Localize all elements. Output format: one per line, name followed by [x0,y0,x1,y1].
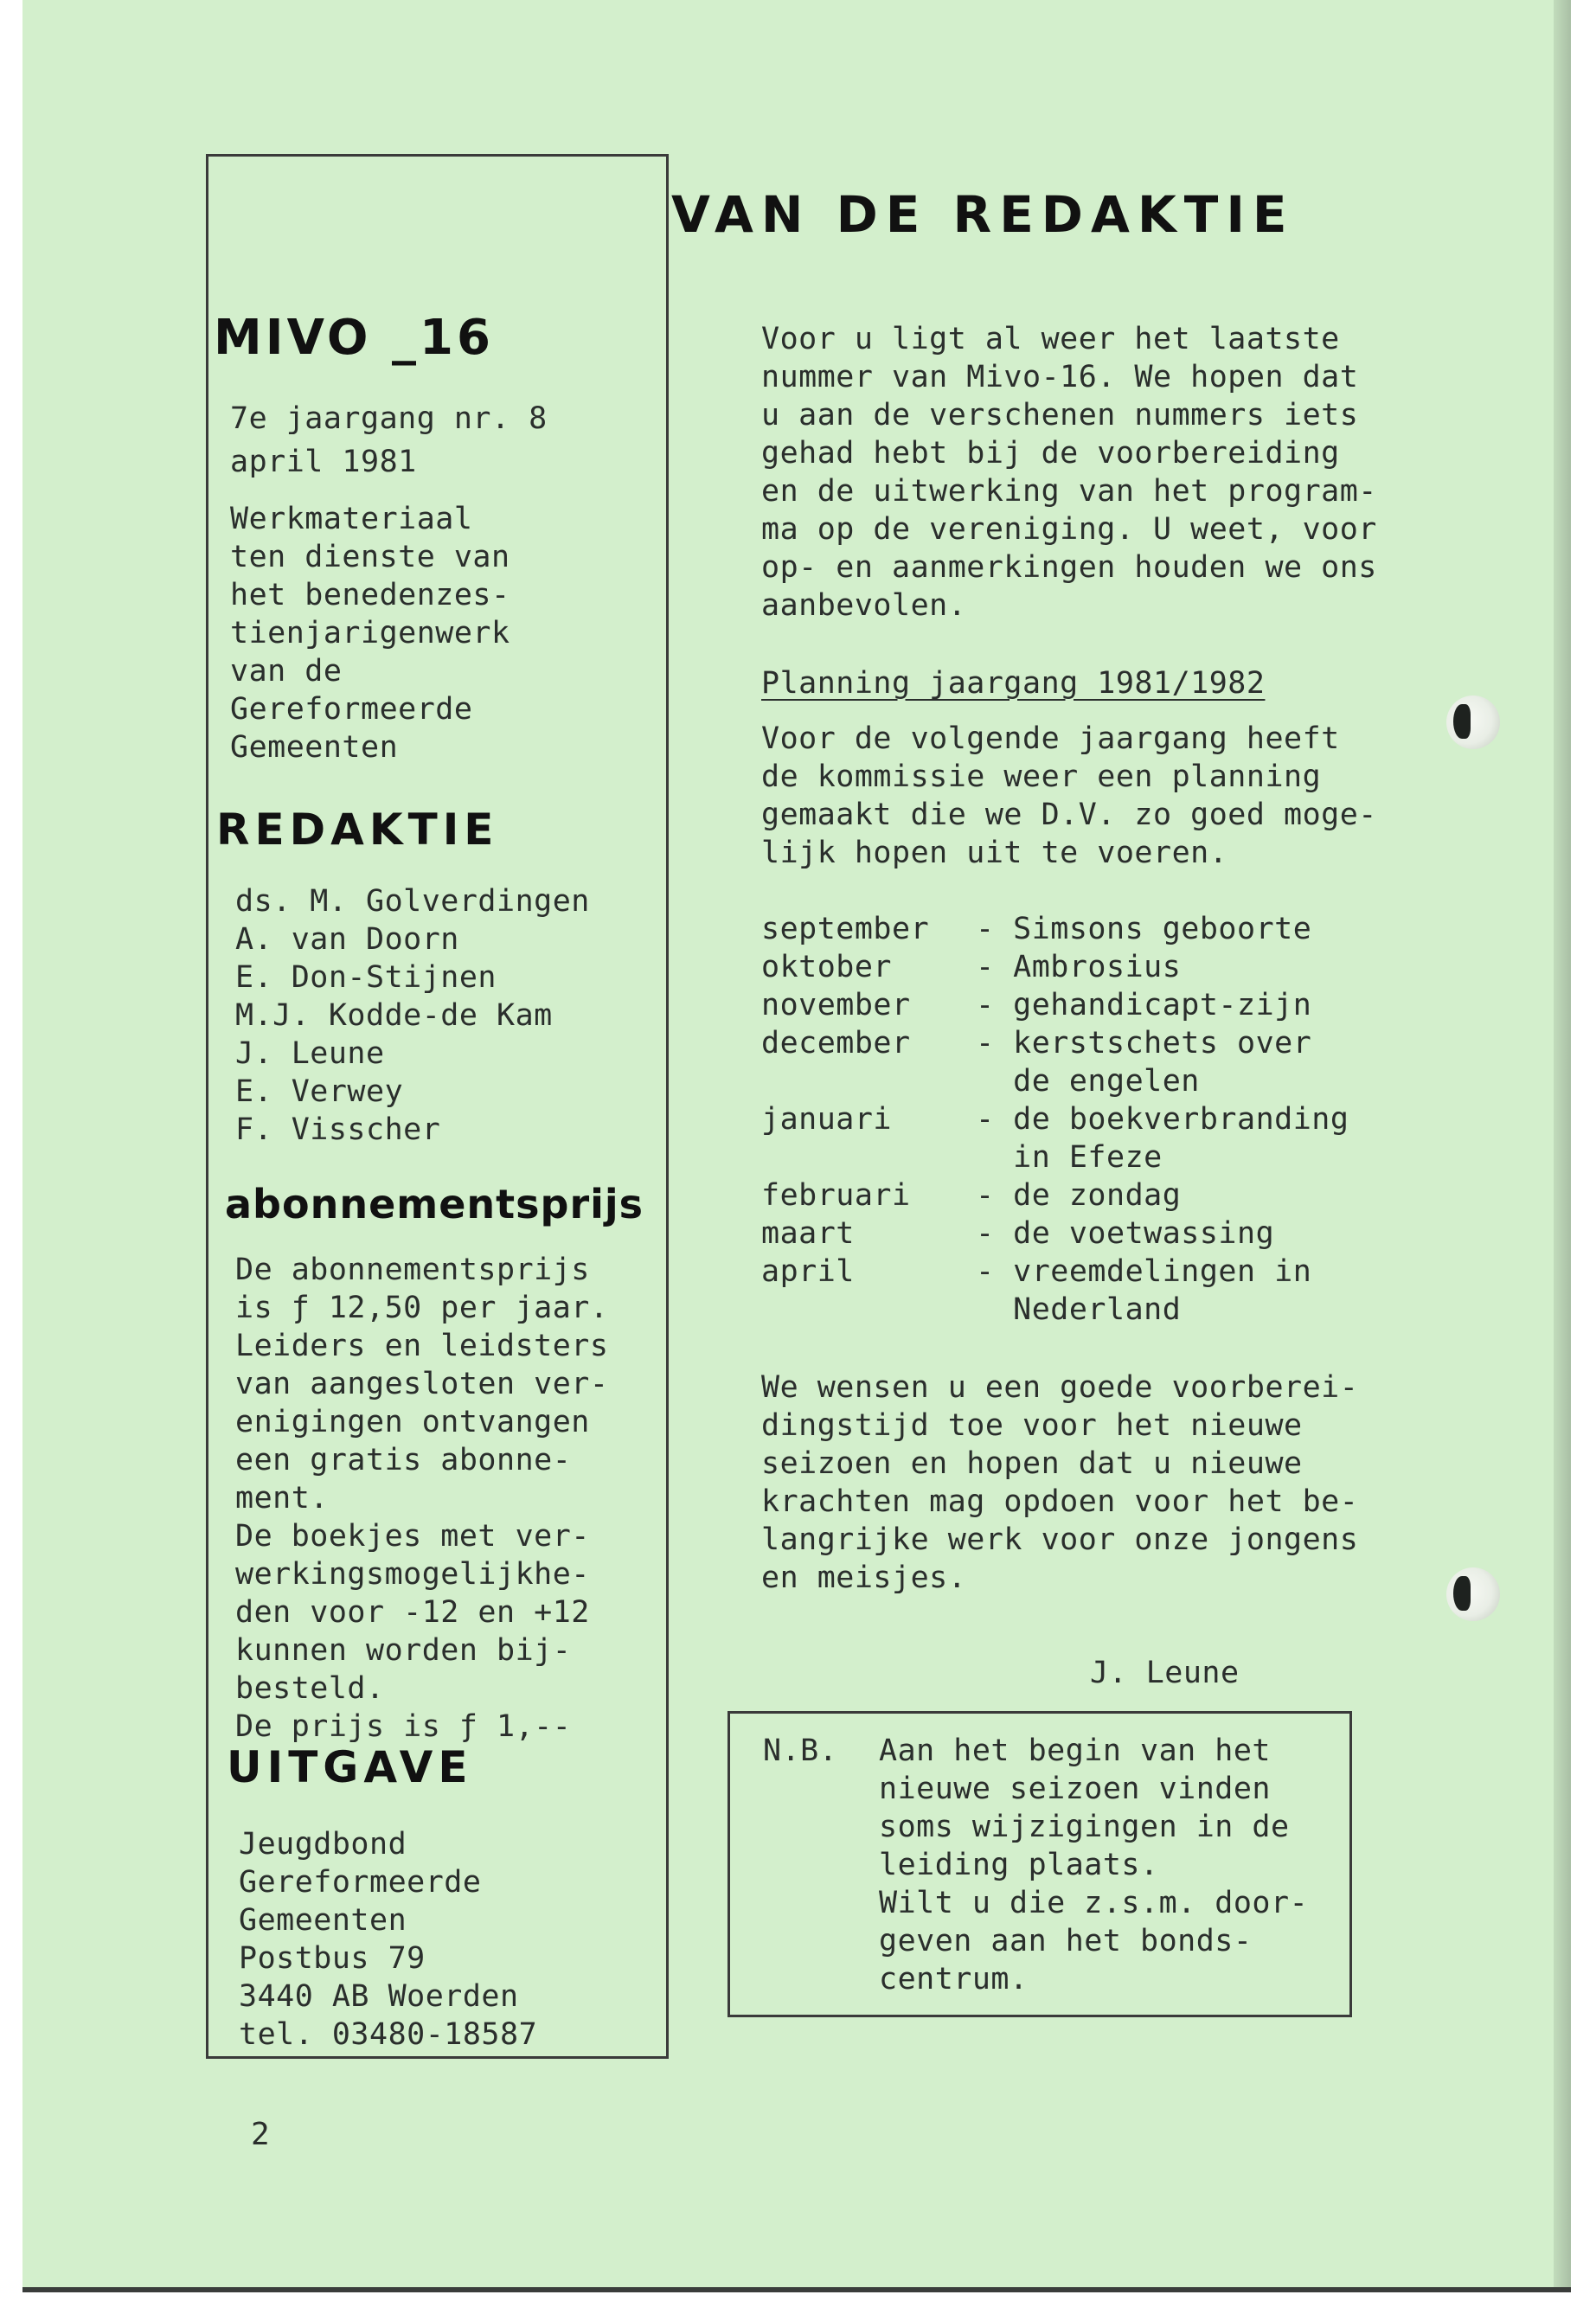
signature: J. Leune [1090,1656,1240,1690]
abonnement-line: De boekjes met ver- [235,1519,590,1554]
closing-line: dingstijd toe voor het nieuwe [761,1408,1303,1443]
punch-hole [1446,695,1500,749]
description-line: Werkmateriaal [230,502,473,536]
abonnement-line: een gratis abonne- [235,1443,572,1477]
nb-line: Aan het begin van het [879,1734,1272,1768]
uitgave-line: Postbus 79 [239,1941,426,1976]
intro-line: u aan de verschenen nummers iets [761,398,1359,433]
redaktie-member: A. van Doorn [235,922,459,957]
uitgave-line: Jeugdbond [239,1827,407,1862]
schedule-topic: - de boekverbranding [976,1102,1349,1137]
intro-line: op- en aanmerkingen houden we ons [761,550,1377,585]
description-line: het benedenzes- [230,578,510,612]
abonnement-line: enigingen ontvangen [235,1405,590,1439]
schedule-topic: in Efeze [976,1140,1163,1175]
redaktie-member: F. Visscher [235,1112,441,1147]
abonnement-heading: abonnementsprijs [225,1181,644,1227]
schedule-topic: - Ambrosius [976,950,1182,984]
uitgave-heading: UITGAVE [227,1742,473,1792]
nb-line: nieuwe seizoen vinden [879,1772,1272,1806]
schedule-month: november [761,988,911,1022]
schedule-topic: - gehandicapt-zijn [976,988,1312,1022]
schedule-topic: - Simsons geboorte [976,912,1312,946]
uitgave-line: tel. 03480-18587 [239,2017,538,2052]
closing-line: krachten mag opdoen voor het be- [761,1484,1359,1519]
uitgave-line: Gemeenten [239,1903,407,1938]
schedule-topic: - de voetwassing [976,1216,1275,1251]
nb-line: geven aan het bonds- [879,1924,1253,1958]
intro-line: aanbevolen. [761,588,967,623]
nb-line: soms wijzigingen in de [879,1810,1290,1844]
page-bottom-edge [22,2287,1571,2292]
closing-line: seizoen en hopen dat u nieuwe [761,1446,1303,1481]
planning-intro-line: de kommissie weer een planning [761,760,1322,794]
page-number: 2 [251,2117,271,2152]
intro-line: nummer van Mivo-16. We hopen dat [761,360,1359,394]
planning-intro-line: Voor de volgende jaargang heeft [761,721,1340,756]
redaktie-member: M.J. Kodde-de Kam [235,998,553,1033]
redaktie-heading: REDAKTIE [216,804,499,855]
intro-line: gehad hebt bij de voorbereiding [761,436,1340,471]
schedule-month: oktober [761,950,893,984]
abonnement-line: werkingsmogelijkhe- [235,1557,590,1592]
schedule-month: september [761,912,930,946]
schedule-topic: - kerstschets over [976,1026,1312,1061]
page-title: VAN DE REDAKTIE [671,185,1295,244]
schedule-topic: de engelen [976,1064,1200,1099]
date-line: april 1981 [230,445,417,479]
uitgave-line: Gereformeerde [239,1865,482,1900]
closing-line: en meisjes. [761,1561,967,1595]
abonnement-line: besteld. [235,1671,385,1706]
abonnement-line: De abonnementsprijs [235,1253,590,1287]
closing-line: We wensen u een goede voorberei- [761,1370,1359,1405]
description-line: Gemeenten [230,730,399,765]
abonnement-line: den voor -12 en +12 [235,1595,590,1630]
nb-line: Wilt u die z.s.m. door- [879,1886,1309,1920]
abonnement-line: van aangesloten ver- [235,1367,609,1401]
nb-line: centrum. [879,1962,1029,1997]
issue-line: 7e jaargang nr. 8 [230,401,548,436]
redaktie-member: J. Leune [235,1036,385,1071]
redaktie-member: E. Verwey [235,1074,404,1109]
nb-line: leiding plaats. [879,1848,1159,1882]
planning-intro-line: lijk hopen uit te voeren. [761,836,1228,870]
schedule-month: april [761,1254,855,1289]
planning-heading: Planning jaargang 1981/1982 [761,666,1266,701]
intro-line: Voor u ligt al weer het laatste [761,322,1340,356]
uitgave-line: 3440 AB Woerden [239,1979,519,2014]
abonnement-line: kunnen worden bij- [235,1633,572,1668]
description-line: tienjarigenwerk [230,616,510,651]
schedule-month: maart [761,1216,855,1251]
abonnement-line: is ƒ 12,50 per jaar. [235,1291,609,1325]
schedule-month: december [761,1026,911,1061]
redaktie-member: E. Don-Stijnen [235,960,497,995]
description-line: Gereformeerde [230,692,473,727]
redaktie-member: ds. M. Golverdingen [235,884,590,919]
closing-line: langrijke werk voor onze jongens [761,1522,1359,1557]
description-line: ten dienste van [230,540,510,574]
schedule-topic: Nederland [976,1292,1182,1327]
intro-line: en de uitwerking van het program- [761,474,1377,509]
intro-line: ma op de vereniging. U weet, voor [761,512,1377,547]
planning-intro-line: gemaakt die we D.V. zo goed moge- [761,798,1377,832]
magazine-title: MIVO _16 [214,310,494,366]
abonnement-line: De prijs is ƒ 1,-- [235,1709,572,1744]
page-edge-shadow [1554,0,1571,2292]
schedule-topic: - vreemdelingen in [976,1254,1312,1289]
punch-hole [1446,1567,1500,1621]
abonnement-line: Leiders en leidsters [235,1329,609,1363]
abonnement-line: ment. [235,1481,329,1516]
schedule-topic: - de zondag [976,1178,1182,1213]
nb-label: N.B. [763,1734,838,1768]
schedule-month: februari [761,1178,911,1213]
schedule-month: januari [761,1102,893,1137]
description-line: van de [230,654,343,689]
